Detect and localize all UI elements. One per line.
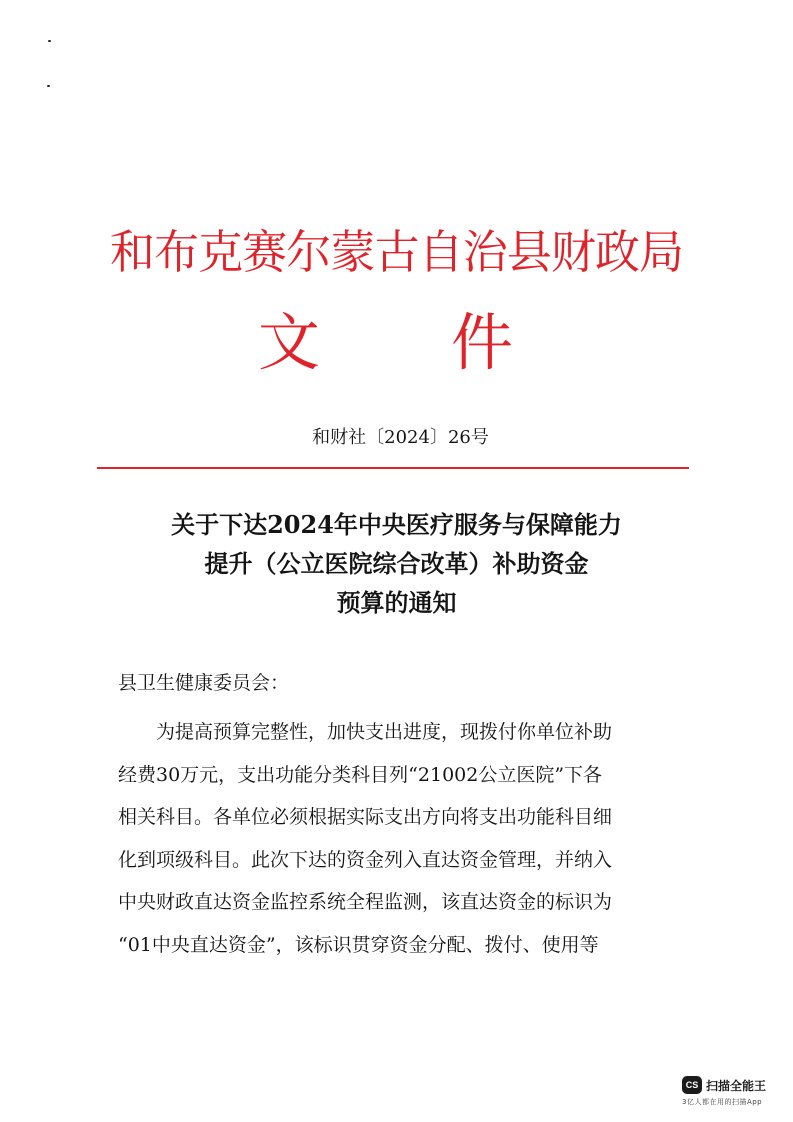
notice-title — [0, 505, 793, 622]
document-number: 和财社〔2024〕26号 — [312, 427, 489, 448]
red-divider-line — [97, 467, 689, 469]
addressee: 县卫生健康委员会： — [118, 672, 290, 694]
scan-speck — [48, 40, 51, 42]
watermark-row — [682, 1076, 782, 1094]
body-line: 相关科目。各单位必须根据实际支出方向将支出功能科目细 — [118, 806, 613, 829]
document-kind-char-1: 文 — [258, 306, 321, 379]
body-line: 中央财政直达资金监控系统全程监测，该直达资金的标识为 — [118, 891, 613, 914]
camscanner-logo-icon: CS — [682, 1076, 702, 1094]
watermark-app-name: 扫描全能王 — [706, 1078, 767, 1093]
notice-body — [118, 711, 678, 967]
scan-speck — [47, 85, 50, 87]
notice-title-line: 关于下达2024年中央医疗服务与保障能力 — [171, 510, 622, 539]
document-kind-char-2: 件 — [451, 306, 514, 379]
body-line: 经费30万元，支出功能分类科目列“21002公立医院”下各 — [118, 763, 603, 786]
watermark-slogan: 3亿人都在用的扫描App — [682, 1098, 763, 1106]
body-line: “01中央直达资金”，该标识贯穿资金分配、拨付、使用等 — [118, 933, 599, 956]
notice-title-line: 提升（公立医院综合改革）补助资金 — [204, 549, 589, 578]
scanner-watermark — [682, 1076, 782, 1107]
issuing-authority-title: 和布克赛尔蒙古自治县财政局 — [109, 225, 684, 279]
body-line: 为提高预算完整性，加快支出进度，现拨付你单位补助 — [118, 721, 613, 743]
body-line: 化到项级科目。此次下达的资金列入直达资金管理，并纳入 — [118, 848, 613, 871]
notice-title-line: 预算的通知 — [336, 588, 457, 617]
